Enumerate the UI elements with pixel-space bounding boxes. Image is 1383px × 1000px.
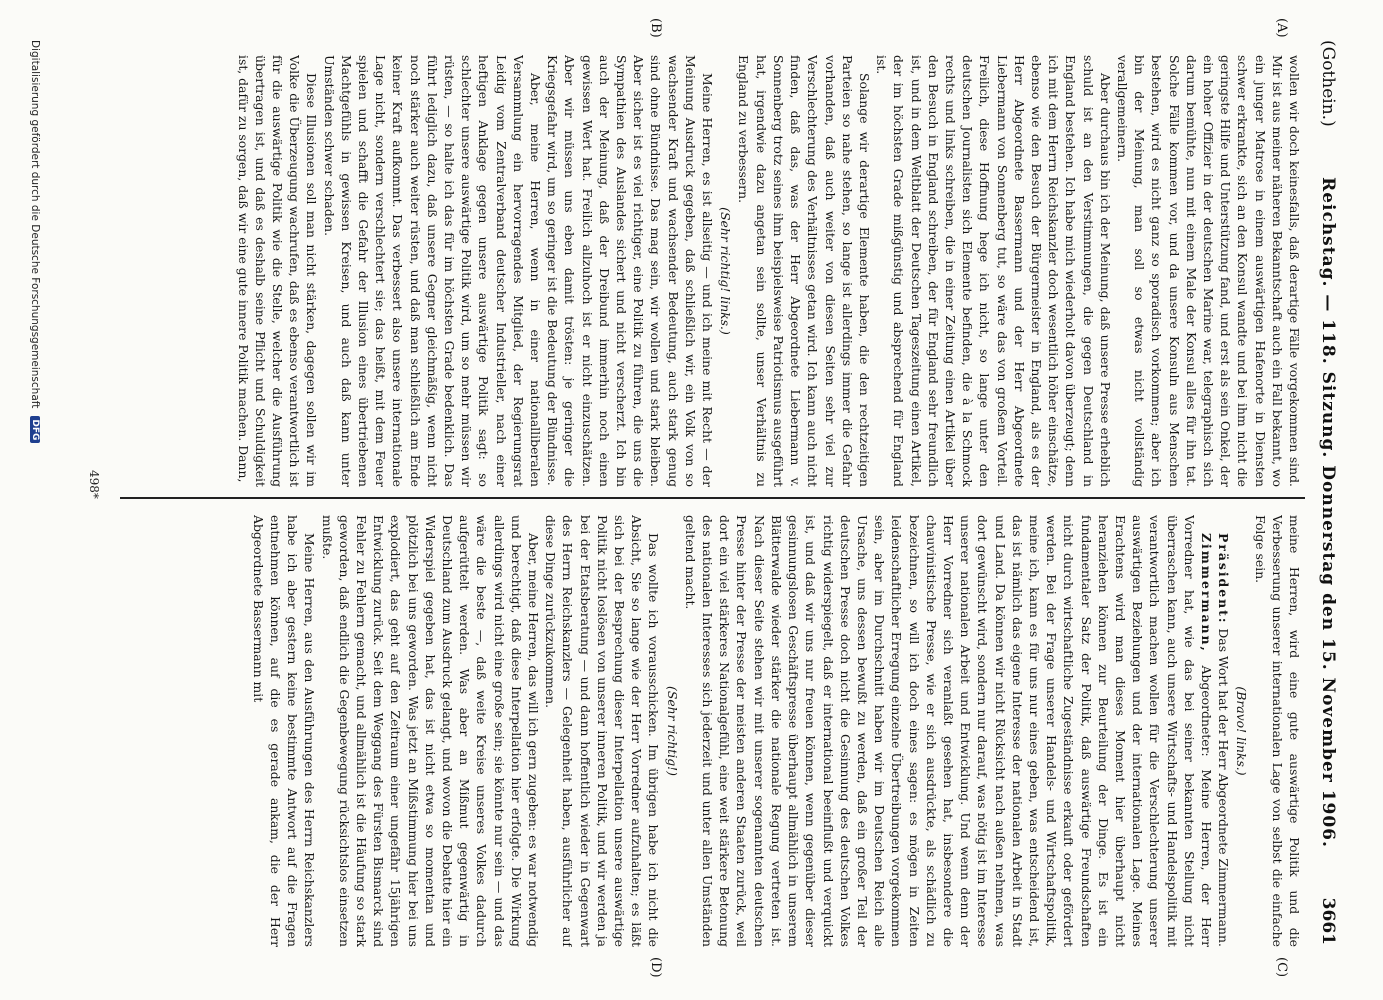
paragraph: meine Herren, wird eine gute auswärtige Politik und die Verbesserung unserer internationalen Lage von selbst die einfache Folge sein. <box>1252 515 1302 947</box>
margin-mark-d: (D) <box>648 957 663 978</box>
paragraph: Aber, meine Herren, das will ich gern zugeben: es war notwendig und berechtigt, daß diese Interpellation hier erfolgte. Die Wirkung allerdings wird nicht eine große sein; sie könnte nur sein — und das wäre die beste —, daß weite Kreise unseres Volkes dadurch aufgerüttelt werden. Was aber an Mißmut gegenwärtig in Deutschland zum Ausdruck gelangt, und wovon die Debatte hier ein Widerspiel gegeben hat, das ist nicht etwa so momentan und plötzlich bei uns geworden. Was jetzt an Mißstimmung hier bei uns explodiert, das geht auf den Zeitraum einer ungefähr 15jährigen Entwicklung zurück. Seit dem Weggang des Fürsten Bismarck sind Fehler zu Fehlern gemacht, und allmählich ist die Häufung so stark geworden, daß endlich die Gegenbewegung rücksichtslos einsetzen mußte. <box>319 515 542 947</box>
paragraph: Meine Herren, es ist allseitig — und ich meine mit Recht — der Meinung Ausdruck gegeben, daß schließlich wir, ein Volk von so wachsender Kraft und wachsender Bedeutung, auch stark genug sind ohne Bündnisse. Das mag sein, wir wollen und stark bleiben. Aber sicher ist es viel richtiger, eine Politik zu führen, die uns die Sympathien des Auslandes sichert und nicht verscherzt. Ich bin auch der Meinung, daß der Dreibund immerhin noch einen gewissen Wert hat. Freilich allzuhoch ist er nicht einzuschätzen. Aber wir müssen uns eben damit trösten: je geringer die Kriegsgefahr wird, um so geringer ist die Bedeutung der Bündnisse. <box>545 55 716 487</box>
president-text: Das Wort hat der Herr Abgeordnete Zimmermann. <box>1216 628 1232 947</box>
speaker-name: Zimmermann, <box>1198 533 1214 653</box>
speaker-role: Abgeordneter: <box>1198 665 1214 757</box>
paragraph: Aber durchaus bin ich der Meinung, daß unsere Presse erheblich schuld ist an den Verstimmungen, die gegen Deutschland in England bestehen. Ich habe mich wiederholt davon überzeugt; denn ich mit dem Herrn Reichskanzler doch wesentlich höher einschätze, ebenso wie den Besuch der Bürgermeister in England, als es der Herr Abgeordnete Bassermann und der Herr Abgeordnete Liebermann von Sonnenberg tut, so wäre das von großem Vorteil. Freilich, diese Hoffnung hege ich nicht, so lange unter den deutschen Journalisten sich Elemente befinden, die à la Schmock rechts und links schreiben, die in einer Zeitung einen Artikel über den Besuch in England schreiben, der für England sehr freundlich ist, und in dem Weltblatt der Deutschen Tageszeitung einen Artikel, der im höchsten Grade mißgünstig und absprechend für England ist. <box>874 55 1113 487</box>
paragraph: wollen wir doch keinesfalls, daß derartige Fälle vorgekommen sind. Mir ist aus meiner näheren Bekanntschaft auch ein Fall bekannt, wo ein junger Matrose in einem auswärtigen Hafenorte in Diensten schwer erkrankte, sich an den Konsul wandte und bei ihm nicht die geringste Hilfe und Unterstützung fand, und erst als sein Onkel, der ein hoher Offizier in der deutschen Marine war, telegraphisch sich darum bemühte, nun mit einem Male der Konsul alles für ihn tat. Solche Fälle kommen vor, und da unsere Konsuln aus Menschen bestehen, wird es nicht ganz so sporadisch vorkommen; aber ich bin der Meinung, man soll so etwas nicht vollständig verallgemeinern. <box>1114 55 1302 487</box>
margin-mark-b: (B) <box>648 18 663 38</box>
signature-mark: 498* <box>87 470 101 499</box>
page-header <box>1315 40 1341 945</box>
paragraph: Meine Herren, aus den Ausführungen des Herrn Reichskanzlers habe ich aber gestern keine bestimmte Antwort auf die Fragen entnehmen können, auf die es gerade ankam, die der Herr Abgeordnete Bassermann mit <box>250 515 318 947</box>
audience-reaction: (Sehr richtig! links.) <box>718 207 734 335</box>
column-divider <box>120 497 1305 499</box>
paragraph: Diese Illusionen soll man nicht stärken, dagegen sollen wir im Volke die Überzeugung wachrufen, daß es ebenso verantwortlich ist für die auswärtige Politik wie die Stelle, welcher die Ausführung übertragen ist, und daß es deshalb seine Pflicht und Schuldigkeit ist, dafür zu sorgen, daß wir eine gute innere Politik machen. Dann, <box>235 55 320 487</box>
dfg-logo: DFG <box>30 416 40 443</box>
paragraph: Das wollte ich vorausschicken. Im übrigen habe ich nicht die Absicht, Sie so lange wie der Herr Vorredner aufzuhalten; es läßt sich bei der Besprechung dieser Interpellation unsere auswärtige Politik nicht loslösen von unserer inneren Politik, und wir werden ja bei der Etatsberatung — und dann hoffentlich wieder in Gegenwart des Herrn Reichskanzlers — Gelegenheit haben, ausführlicher auf diese Dinge zurückzukommen. <box>543 515 662 947</box>
speaker-continuation-tag: (Gothein.) <box>1318 40 1338 127</box>
speaker-intro <box>682 515 1215 947</box>
left-column <box>113 55 1303 487</box>
digitization-attribution <box>27 40 43 960</box>
margin-mark-a: (A) <box>1274 18 1289 38</box>
paragraph: Aber, meine Herren, wenn in einer nationalliberalen Versammlung ein hervorragendes Mitglied, der Regierungsrat Leidig vom Zentralverband deutscher Industrieller, nach einer heftigen Anklage gegen unsere auswärtige Politik sagt: so schlechter unsere auswärtige Politik wird, um so mehr müssen wir rüsten, — so halte ich das für im höchsten Grade bedenklich. Das führt lediglich dazu, daß unsere Gegner gleichmäßig, wenn nicht noch stärker auch weiter rüsten, und daß man schließlich am Ende keiner Kraft aufkommt. Das verbessert also unsere internationale Lage nicht, sondern verschlechtert sie; das heißt, mit dem Feuer spielen und schafft die Gefahr der Illusion eines übertriebenen Machtgefühls in gewissen Kreisen, und auch daß kann unter Umständen schwer schaden. <box>321 55 544 487</box>
page-number: 3661 <box>1318 897 1338 945</box>
page-title: Reichstag. — 118. Sitzung. Donnerstag den 15. November 1906. <box>1318 177 1338 848</box>
attribution-text: Digitalisierung gefördert durch die Deutsche Forschungsgemeinschaft <box>29 40 41 409</box>
paragraph: Solange wir derartige Elemente haben, die den rechtzeitigen Parteien so nahe stehen, so lange ist allerdings immer die Gefahr vorhanden, daß auch weiter von diesen Seiten sehr viel zur Verschlechterung des Verhältnisses getan wird. Ich kann auch nicht finden, daß das, was der Herr Abgeordnete Liebermann v. Sonnenberg trotz seines ihm beispielsweise Patriotismus ausgeführt hat, irgendwie dazu angetan sein sollte, unser Verhältnis zu England zu verbessern. <box>736 55 872 487</box>
president-statement <box>1215 515 1232 947</box>
audience-reaction: (Bravo! links.) <box>1234 686 1250 776</box>
audience-reaction: (Sehr richtig!) <box>664 686 680 776</box>
president-label: Präsident: <box>1216 533 1232 625</box>
margin-mark-c: (C) <box>1274 957 1289 978</box>
right-column <box>113 515 1303 947</box>
paragraph: Meine Herren, der Herr Vorredner hat, wie das bei seiner bekannten Stellung nicht überraschen kann, auch unsere Wirtschafts- und Handelspolitik mit verantwortlich machen wollen für die Verschlechterung unserer auswärtigen Beziehungen und der internationalen Lage. Meines Erachtens wird man dieses Moment hier überhaupt nicht heranziehen können zur Beurteilung der Dinge. Es ist ein fundamentaler Satz der Politik, daß auswärtige Freundschaften nicht durch wirtschaftliche Zugeständnisse erkauft oder gefördert werden. Bei der Frage unserer Handels- und Wirtschaftspolitik, meine ich, kann es für uns nur eines geben, was entscheidend ist, das ist nämlich das eigene Interesse der nationalen Arbeit in Stadt und Land. Da können wir nicht Rücksicht nach außen nehmen, was dort gewünscht wird, sondern nur darauf, was nötig ist im Interesse unserer nationalen Arbeit und Entwicklung. Und wenn denn der Herr Vorredner sich veranlaßt gesehen hat, insbesondere die chauvinistische Presse, wie er sich ausdrückte, als schädlich zu bezeichnen, so will ich doch eines sagen: es mögen in Zeiten leidenschaftlicher Erregung einzelne Übertreibungen vorgekommen sein, aber im Durchschnitt haben wir im Deutschen Reich alle Ursache, uns dessen bewußt zu werden, daß ein großer Teil der deutschen Presse doch nicht die Gesinnung des deutschen Volkes richtig widerspiegelt, daß er international beeinflußt und verquickt ist, und daß wir uns nur freuen können, wenn gegenüber dieser gesinnungslosen Geschäftspresse überhaupt allmählich in unserem Blätterwalde wieder stärker die nationale Regung vertreten ist. Nach dieser Seite stehen wir mit unserer sogenannten deutschen Presse hinter der Presse der meisten anderen Staaten zurück, weil dort ein viel stärkeres Nationalgefühl, eine weit stärkere Betonung des nationalen Interesses sich jederzeit und unter allen Umständen geltend macht. <box>682 515 1214 947</box>
